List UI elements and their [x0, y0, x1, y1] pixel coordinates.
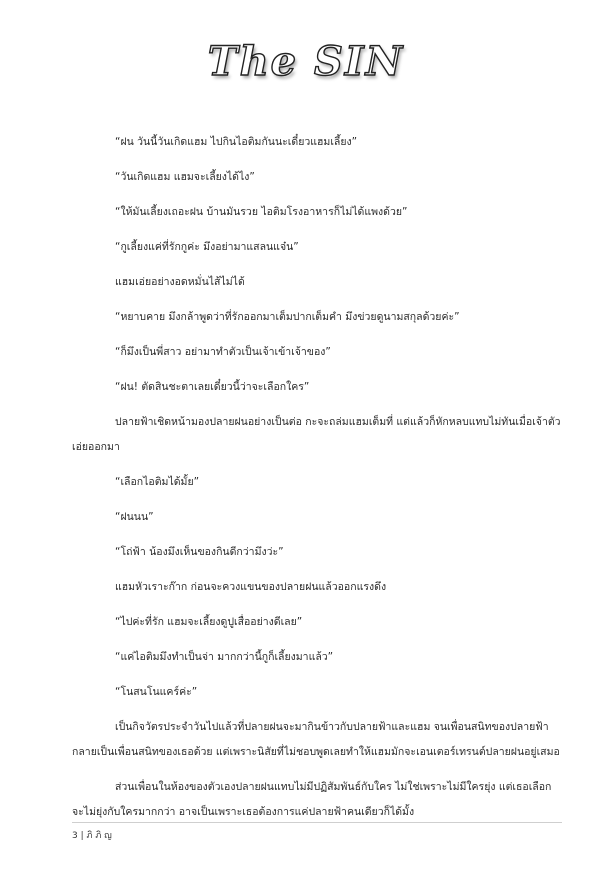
dialogue-line: “วันเกิดแฮม แฮมจะเลี้ยงได้ไง”: [115, 171, 255, 183]
dialogue-line: “ฝนนน”: [115, 511, 154, 523]
dialogue-line: “ไปค่ะที่รัก แฮมจะเลี้ยงดูปูเสื่ออย่างดีเลย”: [115, 616, 303, 628]
dialogue-line: “ก็มึงเป็นพี่สาว อย่ามาทำตัวเป็นเจ้าเข้าเจ้าของ”: [115, 346, 331, 358]
narration-line: แฮมหัวเราะก๊าก ก่อนจะควงแขนของปลายฝนแล้วออกแรงดึง: [115, 581, 387, 593]
footer-separator: |: [80, 831, 84, 841]
dialogue-line: “โนสนโนแคร์ค่ะ”: [115, 686, 198, 698]
dialogue-line: “หยาบคาย มึงกล้าพูดว่าที่รักออกมาเต็มปากเต็มคำ มึงข่วยดูนามสกุลด้วยค่ะ”: [115, 311, 460, 323]
dialogue-line: “เลือกไอติมได้มั้ย”: [115, 476, 200, 488]
dialogue-line: “ฝน วันนี้วันเกิดแฮม ไปกินไอติมกันนะเดี๋ยวแฮมเลี้ยง”: [115, 136, 358, 148]
story-body: [72, 130, 563, 835]
page-number: 3: [72, 831, 78, 841]
narration-line: แฮมเอ่ยอย่างอดหมั่นไส้ไม่ได้: [115, 276, 245, 288]
author-name: ภิ ภิ ญ: [86, 831, 112, 841]
book-title: The SIN: [207, 38, 405, 85]
narration-paragraph: ส่วนเพื่อนในห้องของตัวเองปลายฝนแทบไม่มีปฏิสัมพันธ์กับใคร ไม่ใช่เพราะไม่มีใครยุ่ง แต่เธอเลือกจะไม่ยุ่งกับใครมากกว่า อาจเป็นเพราะเธอต้องการแค่ปลายฟ้าคนเดียวก็ได้มั้ง: [72, 781, 552, 818]
dialogue-line: “ฝน! ตัดสินชะตาเลยเดี๋ยวนี้ว่าจะเลือกใคร”: [115, 381, 310, 393]
footer-divider: [72, 822, 562, 823]
narration-paragraph: เป็นกิจวัตรประจำวันไปแล้วที่ปลายฝนจะมากินข้าวกับปลายฟ้าและแฮม จนเพื่อนสนิทของปลายฟ้ากลายเป็นเพื่อนสนิทของเธอด้วย แต่เพราะนิสัยที่ไม่ชอบพูดเลยทำให้แฮมมักจะเอนเตอร์เทรนต์ปลายฝนอยู่เสมอ: [72, 721, 560, 758]
dialogue-line: “กูเลี้ยงแค่ที่รักกูค่ะ มึงอย่ามาแสลนแจ๋น”: [115, 241, 299, 253]
dialogue-line: “แค่ไอติมมึงทำเป็นจ่า มากกว่านี้กูก็เลี้ยงมาแล้ว”: [115, 651, 334, 663]
dialogue-line: “ให้มันเลี้ยงเถอะฝน บ้านมันรวย ไอติมโรงอาหารก็ไม่ได้แพงด้วย”: [115, 206, 408, 218]
page-footer: [72, 828, 112, 842]
narration-paragraph: ปลายฟ้าเชิดหน้ามองปลายฝนอย่างเป็นต่อ กะจะถล่มแฮมเต็มที่ แต่แล้วก็หักหลบแทบไม่ทันเมื่อเจ้าตัวเอ่ยออกมา: [72, 416, 561, 453]
dialogue-line: “โถ่ฟ้า น้องมึงเห็นของกินดีกว่ามึงว่ะ”: [115, 546, 284, 558]
